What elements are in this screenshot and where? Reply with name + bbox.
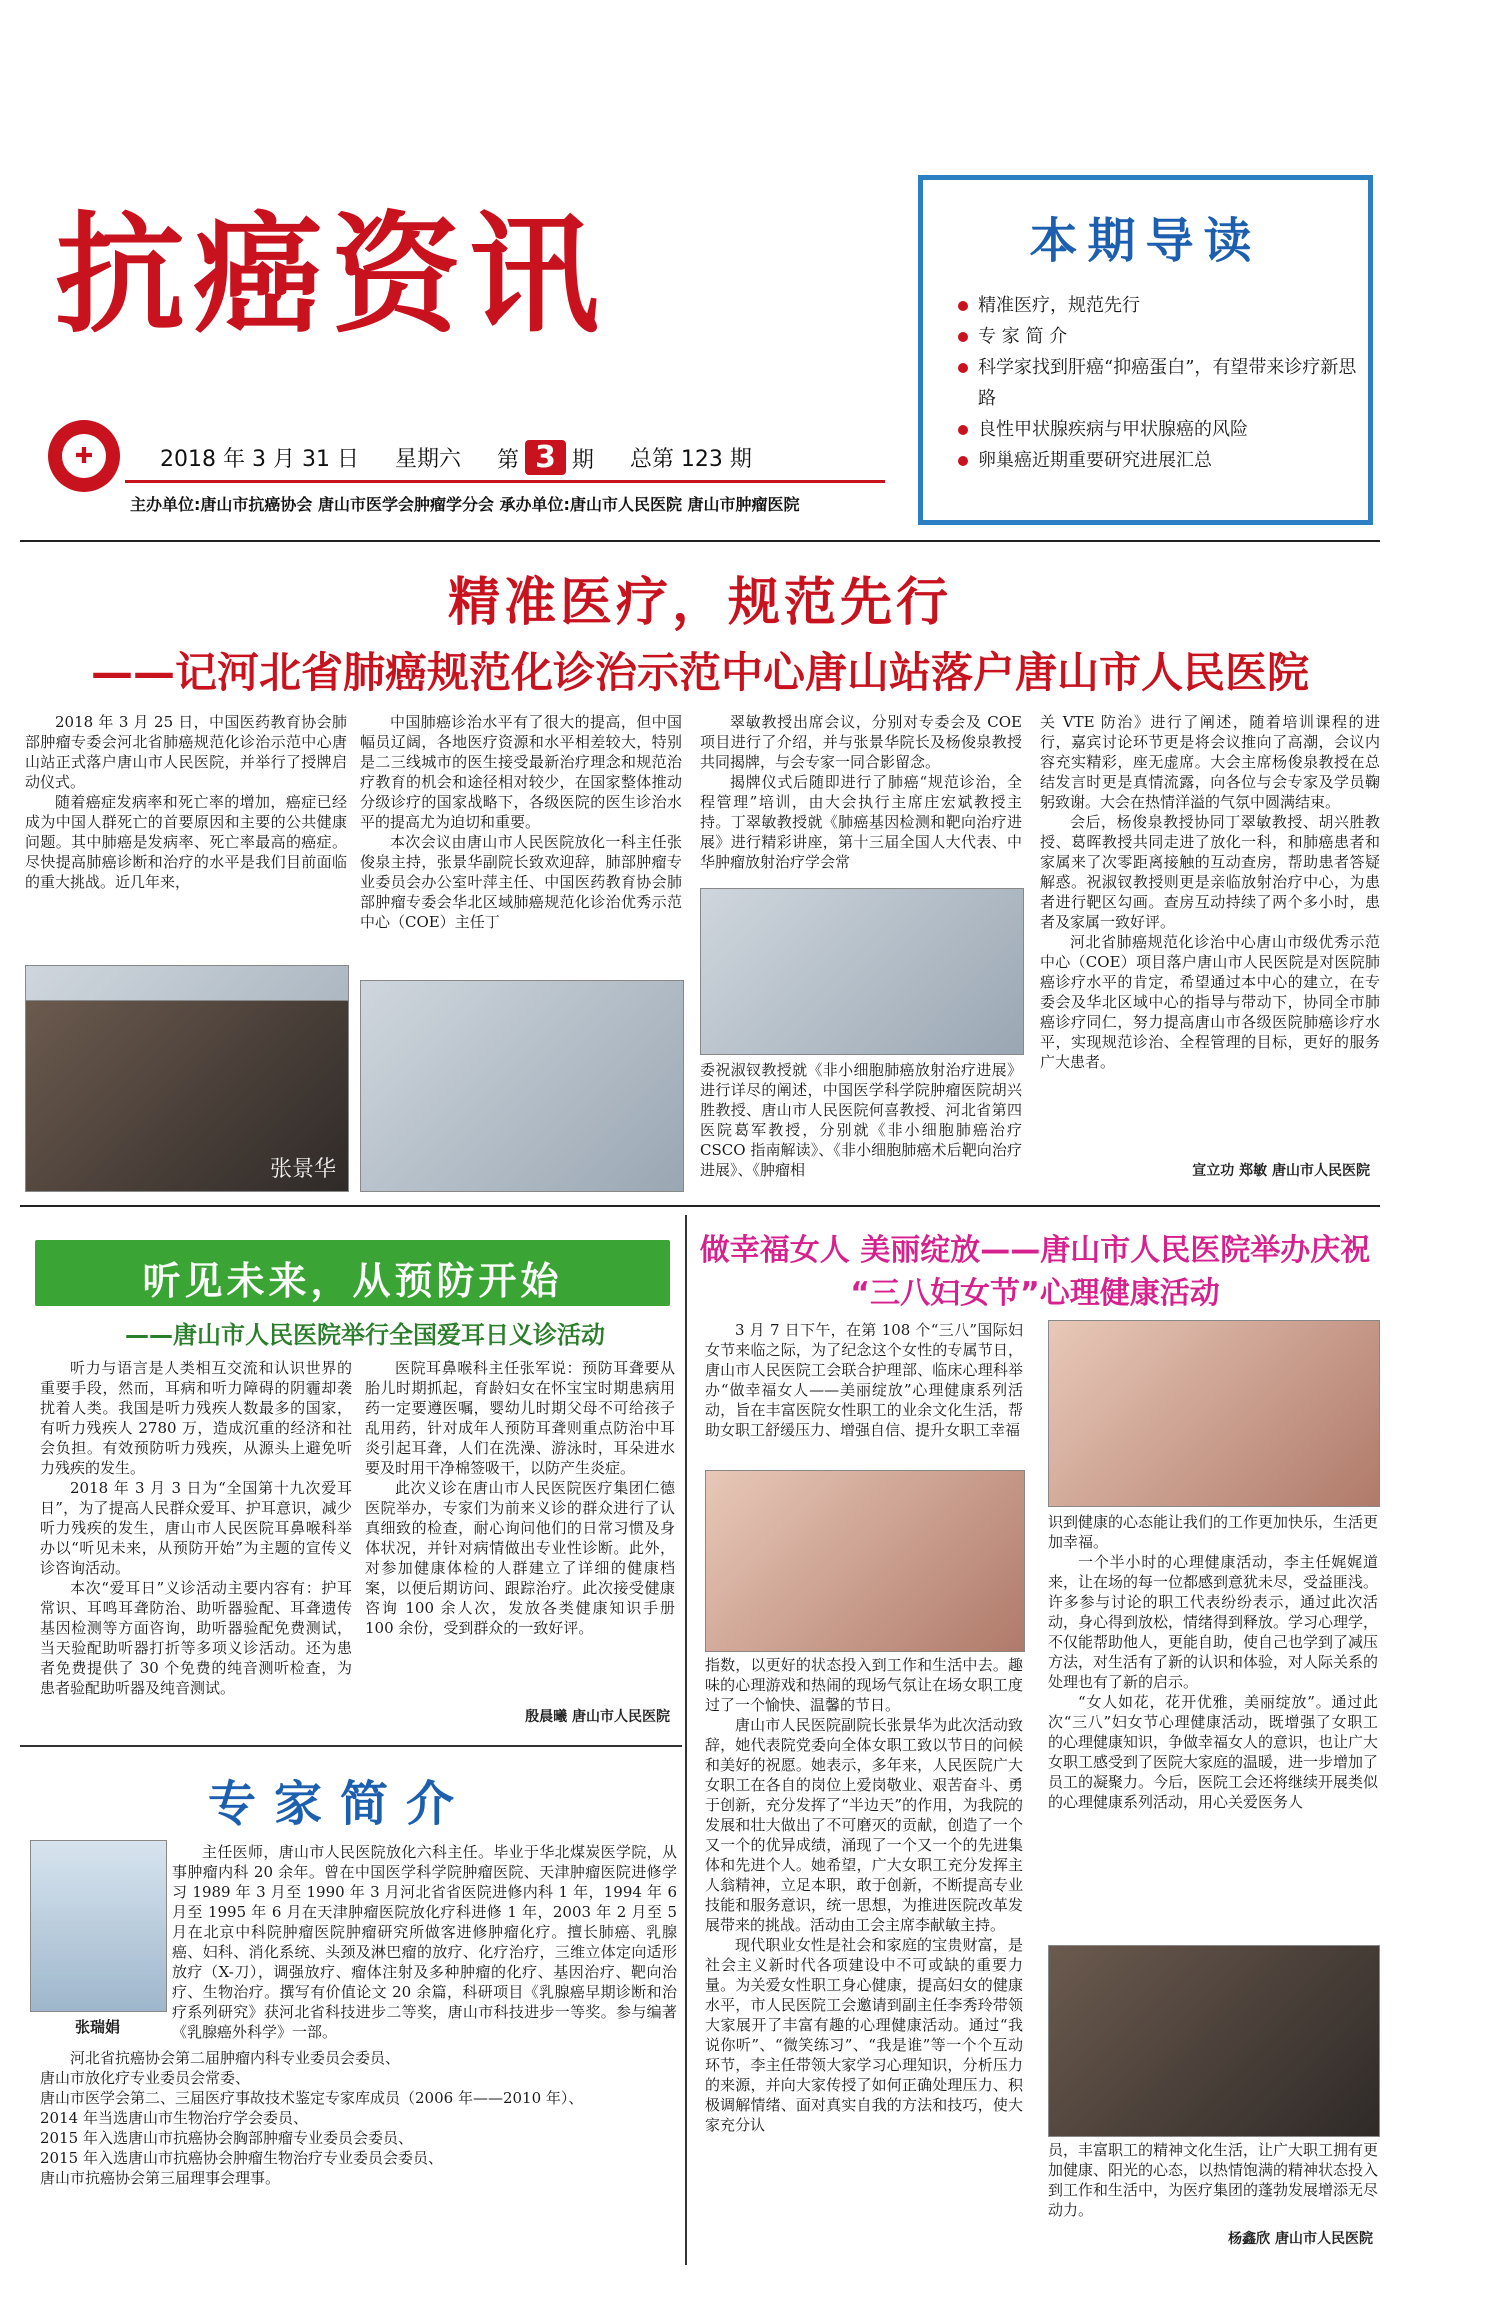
ear-subheadline: ——唐山市人民医院举行全国爱耳日义诊活动: [125, 1321, 605, 1349]
total-issue: 总第 123 期: [629, 447, 752, 472]
paragraph: 指数，以更好的状态投入到工作和生活中去。趣味的心理游戏和热闹的现场气氛让在场女职工度过了一个愉快、温馨的节日。: [705, 1656, 1023, 1714]
paragraph: 听力与语言是人类相互交流和认识世界的重要手段，然而，耳病和听力障碍的阴霾却袭扰着人类。我国是听力残疾人数最多的国家，有听力残疾人 2780 万，造成沉重的经济和社会负担。有效预防听力残疾，从源头上避免听力残疾的发生。: [40, 1359, 352, 1477]
toc-item[interactable]: 专 家 简 介: [958, 321, 1358, 352]
women-column-1b: [705, 1655, 1023, 2255]
expert-posts: [40, 2048, 677, 2258]
toc-box: [918, 175, 1373, 525]
women-column-1a: [705, 1320, 1023, 1460]
issue-weekday: 星期六: [394, 447, 461, 472]
ear-column-1: [40, 1358, 352, 1728]
ear-banner: [35, 1240, 670, 1306]
expert-title: 专家简介: [207, 1776, 472, 1832]
ear-column-2: [365, 1358, 675, 1693]
toc-item[interactable]: 卵巢癌近期重要研究进展汇总: [958, 445, 1358, 476]
ear-banner-title: 听见未来，从预防开始: [142, 1259, 563, 1303]
section-divider: [20, 1745, 682, 1747]
issue-suffix: 期: [571, 448, 594, 473]
ear-byline: 殷晨曦 唐山市人民医院: [525, 1709, 670, 1725]
paragraph: 现代职业女性是社会和家庭的宝贵财富，是社会主义新时代各项建设中不可或缺的重要力量。为关爱女性职工身心健康，提高妇女的健康水平，市人民医院工会邀请到副主任李秀玲带领大家展开了丰富有趣的心理健康活动。通过“我说你听”、“微笑练习”、“我是谁”等一个个互动环节，李主任带领大家学习心理知识，分析压力的来源，并向大家传授了如何正确处理压力、积极调解情绪、面对真实自我的方法和技巧，使大家充分认: [705, 1936, 1023, 2134]
paragraph: 2018 年 3 月 3 日为“全国第十九次爱耳日”，为了提高人民群众爱耳、护耳意识，减少听力残疾的发生，唐山市人民医院耳鼻喉科举办以“听见未来，从预防开始”为主题的宣传义诊咨询活动。: [40, 1479, 352, 1577]
paragraph: 唐山市人民医院副院长张景华为此次活动致辞，她代表院党委向全体女职工致以节日的问候和美好的祝愿。她表示，多年来，人民医院广大女职工在各自的岗位上爱岗敬业、艰苦奋斗、勇于创新，充分发挥了“半边天”的作用，为我院的发展和壮大做出了不可磨灭的贡献，创造了一个又一个的优异成绩，涌现了一个又一个的先进集体和先进个人。她希望，广大女职工充分发挥主人翁精神，立足本职，敢于创新，不断提高专业技能和服务意识，统一思想，为推进医院改革发展带来的挑战。活动由工会主席李献敏主持。: [705, 1716, 1023, 1934]
women-byline: 杨鑫欣 唐山市人民医院: [1228, 2231, 1373, 2247]
section-divider: [20, 540, 1380, 542]
paragraph: 医院耳鼻喉科主任张军说：预防耳聋要从胎儿时期抓起，育龄妇女在怀宝宝时期患病用药一定要遵医嘱，婴幼儿时期父母不可给孩子乱用药，针对成年人预防耳聋则重点防治中耳炎引起耳聋，人们在洗澡、游泳时，耳朵进水要及时用干净棉签吸干，以防产生炎症。: [365, 1359, 675, 1477]
paragraph: 会后，杨俊泉教授协同丁翠敏教授、胡兴胜教授、葛晖教授共同走进了放化一科，和肺癌患者和家属来了次零距离接触的互动查房，帮助患者答疑解惑。祝淑钗教授则更是亲临放射治疗中心，为患者进行靶区勾画。查房互动持续了两个多小时，患者及家属一致好评。: [1040, 813, 1380, 931]
list-item: 2015 年入选唐山市抗癌协会胸部肿瘤专业委员会委员、: [40, 2129, 413, 2147]
paragraph: 一个半小时的心理健康活动，李主任娓娓道来，让在场的每一位都感到意犹未尽，受益匪浅。许多参与讨论的职工代表纷纷表示，通过此次活动，身心得到放松，情绪得到释放。学习心理学，不仅能帮助他人，更能自助，使自己也学到了减压方法，对生活有了新的认识和体验，对人际关系的处理也有了新的启示。: [1048, 1553, 1378, 1691]
list-item: 唐山市放化疗专业委员会常委、: [40, 2069, 251, 2087]
section-divider: [20, 1205, 1380, 1207]
list-item: 唐山市医学会第二、三届医疗事故技术鉴定专家库成员（2006 年——2010 年）、: [40, 2089, 584, 2107]
paragraph: 中国肺癌诊治水平有了很大的提高，但中国幅员辽阔，各地医疗资源和水平相差较大，特别是二三线城市的医生接受最新治疗理念和规范治疗教育的机会和途径相对较少，在国家整体推动分级诊疗的国家战略下，各级医院的医生诊治水平的提高尤为迫切和重要。: [360, 713, 682, 831]
lead-column-3b: [700, 1060, 1022, 1200]
list-item: 唐山市抗癌协会第三届理事会理事。: [40, 2169, 281, 2187]
women-column-2b: [1048, 2140, 1378, 2220]
lead-column-2: [360, 712, 682, 970]
sponsors-line: 主办单位:唐山市抗癌协会 唐山市医学会肿瘤学分会 承办单位:唐山市人民医院 唐山市肿瘤医院: [130, 495, 800, 514]
expert-portrait: [30, 1840, 167, 2012]
paragraph: 翠敏教授出席会议，分别对专委会及 COE 项目进行了介绍，并与张景华院长及杨俊泉教授共同揭牌，与会专家一同合影留念。: [700, 713, 1022, 771]
toc-title: 本期导读: [1029, 213, 1262, 269]
masthead-title: 抗癌资讯: [55, 198, 608, 351]
lead-photo-plaque: [700, 888, 1024, 1055]
lead-column-1: [25, 712, 347, 957]
lead-subheadline: ——记河北省肺癌规范化诊治示范中心唐山站落户唐山市人民医院: [90, 648, 1309, 697]
toc-item[interactable]: 良性甲状腺疾病与甲状腺癌的风险: [958, 414, 1358, 445]
lead-byline: 宣立功 郑敏 唐山市人民医院: [1192, 1163, 1370, 1179]
list-item: 2015 年入选唐山市抗癌协会肿瘤生物治疗专业委员会委员、: [40, 2149, 443, 2167]
women-photo-piano: [1048, 1945, 1380, 2137]
issue-number-badge: 3: [525, 440, 566, 475]
expert-name: 张瑞娟: [74, 2018, 120, 2036]
paragraph: 主任医师，唐山市人民医院放化六科主任。毕业于华北煤炭医学院，从事肿瘤内科 20 余年。曾在中国医学科学院肿瘤医院、天津肿瘤医院进修学习 1989 年 3 月至 1990 年 3 月河北省省医院进修内科 1 年，1994 年 6 月至 1995 年 6 月在天津肿瘤医院放化疗科进修 1 年，2003 年 2 月至 5 月在北京中科院肿瘤医院肿瘤研究所做客进修肿瘤化疗。擅长肺癌、乳腺癌、妇科、消化系统、头颈及淋巴瘤的放疗、化疗治疗，三维立体定向适形放疗（X-刀），调强放疗、瘤体注射及多种肿瘤的化疗、基因治疗、靶向治疗、生物治疗。撰写有价值论文 20 余篇，科研项目《乳腺癌早期诊断和治疗系列研究》获河北省科技进步二等奖，唐山市科技进步一等奖。参与编著《乳腺癌外科学》一部。: [172, 1843, 677, 2041]
masthead-rule: [125, 480, 885, 483]
paragraph: 3 月 7 日下午，在第 108 个“三八”国际妇女节来临之际，为了纪念这个女性的专属节日，唐山市人民医院工会联合护理部、临床心理科举办“做幸福女人——美丽绽放”心理健康系列活动，旨在丰富医院女性职工的业余文化生活，帮助女职工舒缓压力、增强自信、提升女职工幸福: [705, 1321, 1023, 1439]
dateline: [160, 440, 752, 475]
toc-list: [958, 290, 1358, 476]
paragraph: 河北省肺癌规范化诊治中心唐山市级优秀示范中心（COE）项目落户唐山市人民医院是对医院肺癌诊疗水平的肯定，希望通过本中心的建立，在专委会及华北区域中心的指导与带动下，协同全市肺癌诊疗同仁，努力提高唐山市各级医院肺癌诊疗水平，实现规范诊治、全程管理的目标，更好的服务广大患者。: [1040, 933, 1380, 1071]
women-subheadline: “三八妇女节”心理健康活动: [850, 1276, 1220, 1311]
column-divider: [685, 1215, 687, 2265]
paragraph: 揭牌仪式后随即进行了肺癌“规范诊治，全程管理”培训，由大会执行主席庄宏斌教授主持。丁翠敏教授就《肺癌基因检测和靶向治疗进展》进行精彩讲座，第十三届全国人大代表、中华肿瘤放射治疗学会常: [700, 773, 1022, 871]
women-headline: 做幸福女人 美丽绽放——唐山市人民医院举办庆祝: [699, 1233, 1371, 1268]
women-column-2: [1048, 1512, 1378, 1937]
list-item: 2014 年当选唐山市生物治疗学会委员、: [40, 2109, 308, 2127]
women-photo-speaker: [1048, 1320, 1380, 1507]
paragraph: 识到健康的心态能让我们的工作更加快乐，生活更加幸福。: [1048, 1513, 1378, 1551]
expert-bio: [172, 1842, 677, 2042]
lead-column-4: [1040, 712, 1380, 1152]
lead-photo-meeting: [360, 980, 684, 1192]
women-photo-audience: [705, 1470, 1025, 1652]
photo-caption: 张景华: [269, 1157, 336, 1182]
paragraph: “女人如花，花开优雅，美丽绽放”。通过此次“三八”妇女节心理健康活动，既增强了女职工的心理健康知识，争做幸福女人的意识，也让广大女职工感受到了医院大家庭的温暖，进一步增加了员工的凝聚力。今后，医院工会还将继续开展类似的心理健康系列活动，用心关爱医务人: [1048, 1693, 1378, 1811]
paragraph: 员，丰富职工的精神文化生活，让广大职工拥有更加健康、阳光的心态，以热情饱满的精神状态投入到工作和生活中，为医疗集团的蓬勃发展增添无尽动力。: [1048, 2141, 1378, 2219]
toc-item[interactable]: 精准医疗，规范先行: [958, 290, 1358, 321]
paragraph: 关 VTE 防治》进行了阐述，随着培训课程的进行，嘉宾讨论环节更是将会议推向了高潮，会议内容充实精彩，座无虚席。大会主席杨俊泉教授在总结发言时更是真情流露，向各位与会专家及学员鞠躬致谢。大会在热情洋溢的气氛中圆满结束。: [1040, 713, 1380, 811]
toc-item[interactable]: 科学家找到肝癌“抑癌蛋白”，有望带来诊疗新思路: [958, 352, 1358, 414]
paragraph: 委祝淑钗教授就《非小细胞肺癌放射治疗进展》进行详尽的阐述，中国医学科学院肿瘤医院胡兴胜教授、唐山市人民医院何喜教授、河北省第四医院葛军教授，分别就《非小细胞肺癌治疗 CSCO 指南解读》、《非小细胞肺癌术后靶向治疗进展》、《肿瘤相: [700, 1061, 1022, 1179]
lead-column-3a: [700, 712, 1022, 882]
association-logo: [48, 420, 120, 492]
list-item: 河北省抗癌协会第二届肿瘤内科专业委员会委员、: [70, 2049, 401, 2067]
paragraph: 随着癌症发病率和死亡率的增加，癌症已经成为中国人群死亡的首要原因和主要的公共健康问题。其中肺癌是发病率、死亡率最高的癌症。尽快提高肺癌诊断和治疗的水平是我们目前面临的重大挑战。近几年来，: [25, 793, 347, 891]
paragraph: 本次“爱耳日”义诊活动主要内容有：护耳常识、耳鸣耳聋防治、助听器验配、耳聋遗传基因检测等方面咨询，助听器验配免费测试，当天验配助听器打折等多项义诊活动。还为患者免费提供了 30 个免费的纯音测听检查，为患者验配助听器及纯音测试。: [40, 1579, 352, 1697]
issue-prefix: 第: [496, 448, 519, 473]
paragraph: 2018 年 3 月 25 日，中国医药教育协会肺部肿瘤专委会河北省肺癌规范化诊治示范中心唐山站正式落户唐山市人民医院，并举行了授牌启动仪式。: [25, 713, 347, 791]
paragraph: 此次义诊在唐山市人民医院医疗集团仁德医院举办，专家们为前来义诊的群众进行了认真细致的检查，耐心询问他们的日常习惯及身体状况，并针对病情做出专业性诊断。此外，对参加健康体检的人群建立了详细的健康档案，以便后期访问、跟踪治疗。此次接受健康咨询 100 余人次，发放各类健康知识手册 100 余份，受到群众的一致好评。: [365, 1479, 675, 1637]
paragraph: 本次会议由唐山市人民医院放化一科主任张俊泉主持，张景华副院长致欢迎辞，肺部肿瘤专业委员会办公室叶萍主任、中国医药教育协会肺部肿瘤专委会华北区域肺癌规范化诊治优秀示范中心（COE）主任丁: [360, 833, 682, 931]
lead-photo-speaker: [25, 1000, 349, 1192]
issue-date: 2018 年 3 月 31 日: [160, 447, 359, 472]
lead-headline: 精准医疗，规范先行: [447, 573, 952, 633]
issue-number: [497, 440, 594, 475]
logo-emblem-icon: ✚: [62, 434, 106, 478]
